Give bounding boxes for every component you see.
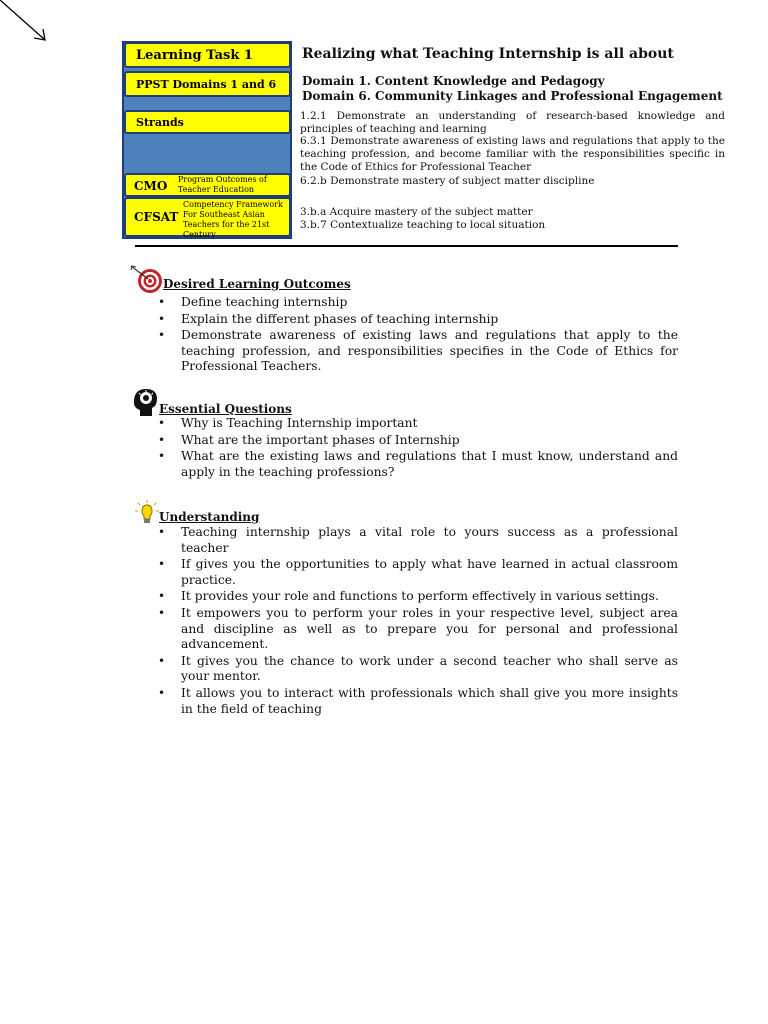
lightbulb-icon: [130, 500, 160, 526]
list-item: • Define teaching internship: [158, 295, 348, 309]
cfsat-label: CFSAT: [134, 210, 179, 224]
list-item: • Teaching internship plays a vital role to yours success as a professional teacher: [158, 525, 678, 555]
outcomes-heading: Desired Learning Outcomes: [163, 277, 351, 291]
cmo-text: 6.2.b Demonstrate mastery of subject matter discipline: [300, 175, 595, 187]
understanding-header: [130, 500, 678, 525]
header-divider: [135, 245, 678, 247]
cfsat-text: [300, 206, 545, 232]
strands-text: [300, 110, 725, 174]
cfsat-description: Competency Framework For Southeast Asian Teachers for the 21st Century: [183, 200, 283, 239]
cfsat-box: [124, 197, 291, 237]
head-thinking-icon: [130, 386, 162, 418]
list-item: • What are the existing laws and regulations that I must know, understand and apply in the teaching professions?: [158, 449, 678, 479]
questions-section: [130, 386, 678, 481]
strand-1: 1.2.1 Demonstrate an understanding of research-based knowledge and principles of teaching and learning: [300, 110, 725, 135]
task-title: Realizing what Teaching Internship is all about: [302, 46, 674, 62]
domain-6: Domain 6. Community Linkages and Professional Engagement: [302, 89, 723, 103]
list-item: • It allows you to interact with professionals which shall give you more insights in the field of teaching: [158, 685, 678, 716]
target-icon: [130, 265, 164, 295]
questions-list: [130, 416, 678, 480]
arrow-icon: [0, 0, 50, 45]
outcomes-header: [130, 265, 678, 295]
cfsat-item-1: 3.b.a Acquire mastery of the subject matter: [300, 206, 533, 218]
cfsat-item-2: 3.b.7 Contextualize teaching to local situation: [300, 219, 546, 231]
outcomes-section: [130, 265, 678, 376]
cmo-label: CMO: [134, 179, 168, 193]
understanding-section: [130, 500, 678, 718]
learning-task-label: Learning Task 1: [124, 42, 291, 68]
strand-2: 6.3.1 Demonstrate awareness of existing laws and regulations that apply to the teaching profession, and become familiar with the responsibilities specific in the Code of Ethics for Professional Teacher: [300, 135, 725, 173]
cmo-description: Program Outcomes of Teacher Education: [178, 175, 267, 194]
list-item: • Demonstrate awareness of existing laws and regulations that apply to the teaching profession, and responsibilities specifies in the Code of Ethics for Professional Teachers.: [158, 328, 678, 374]
list-item: • Explain the different phases of teaching internship: [158, 311, 499, 326]
list-item: • It gives you the chance to work under a second teacher who shall serve as your mentor.: [158, 653, 678, 684]
domain-1: Domain 1. Content Knowledge and Pedagogy: [302, 74, 605, 88]
list-item: • Why is Teaching Internship important: [158, 416, 418, 430]
list-item: • If gives you the opportunities to apply what have learned in actual classroom practice.: [158, 557, 678, 587]
cmo-box: [124, 173, 291, 197]
understanding-list: [130, 525, 678, 717]
ppst-domains-label: PPST Domains 1 and 6: [124, 71, 291, 97]
questions-header: [130, 386, 678, 416]
questions-heading: Essential Questions: [159, 402, 292, 416]
strands-label: Strands: [124, 110, 291, 134]
list-item: • It provides your role and functions to perform effectively in various settings.: [158, 589, 659, 604]
list-item: • It empowers you to perform your roles in your respective level, subject area and discipline as well as to prepare you for personal and professional advancement.: [158, 605, 678, 652]
understanding-heading: Understanding: [159, 510, 260, 524]
domains-list: [302, 74, 723, 104]
list-item: • What are the important phases of Internship: [158, 432, 460, 447]
outcomes-list: [130, 295, 678, 375]
